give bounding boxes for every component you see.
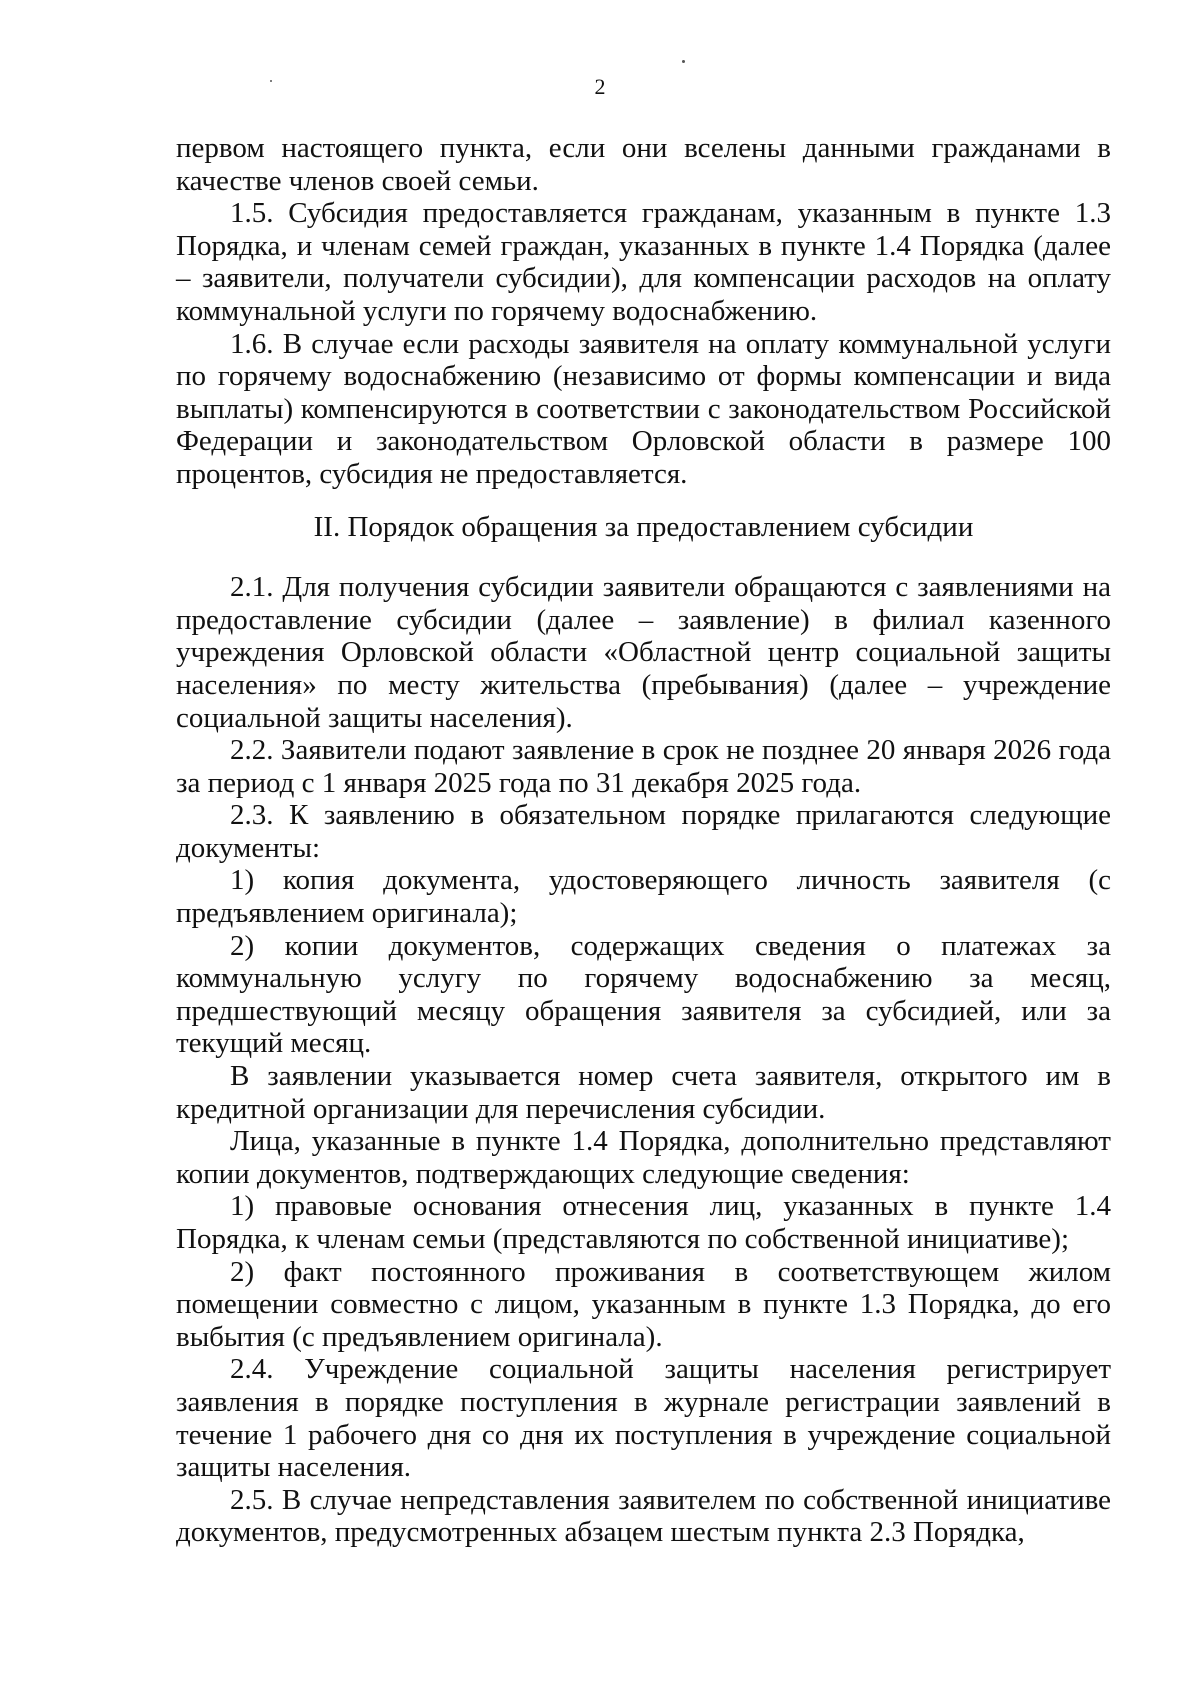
- section-heading: II. Порядок обращения за предоставлением субсидии: [313, 510, 974, 543]
- document-body: [176, 132, 1111, 1549]
- list-item: 1) копия документа, удостоверяющего личность заявителя (с предъявлением оригинала);: [176, 864, 1111, 930]
- page-number: 2: [594, 74, 606, 99]
- paragraph: 2.4. Учреждение социальной защиты населения регистрирует заявления в порядке поступления в журнале регистрации заявлений в течение 1 рабочего дня со дня их поступления в учреждение социальной защиты населения.: [176, 1353, 1111, 1484]
- list-item: 2) факт постоянного проживания в соответствующем жилом помещении совместно с лицом, указанным в пункте 1.3 Порядка, до его выбытия (с предъявлением оригинала).: [176, 1255, 1111, 1353]
- scan-speck: [682, 60, 685, 63]
- paragraph: 2.3. К заявлению в обязательном порядке прилагаются следующие документы:: [176, 799, 1111, 864]
- paragraph: В заявлении указывается номер счета заявителя, открытого им в кредитной организации для перечисления субсидии.: [176, 1060, 1111, 1125]
- paragraph: первом настоящего пункта, если они вселены данными гражданами в качестве членов своей семьи.: [176, 132, 1111, 197]
- list-item: 1) правовые основания отнесения лиц, указанных в пункте 1.4 Порядка, к членам семьи (представляются по собственной инициативе);: [176, 1190, 1111, 1255]
- paragraph: 2.5. В случае непредставления заявителем по собственной инициативе документов, предусмотренных абзацем шестым пункта 2.3 Порядка,: [176, 1483, 1111, 1549]
- paragraph: 1.5. Субсидия предоставляется гражданам, указанным в пункте 1.3 Порядка, и членам семей граждан, указанных в пункте 1.4 Порядка (далее – заявители, получатели субсидии), для компенсации расходов на оплату коммунальной услуги по горячему водоснабжению.: [176, 197, 1111, 327]
- paragraph: Лица, указанные в пункте 1.4 Порядка, дополнительно представляют копии документов, подтверждающих следующие сведения:: [176, 1125, 1111, 1190]
- paragraph: 2.2. Заявители подают заявление в срок не позднее 20 января 2026 года за период с 1 января 2025 года по 31 декабря 2025 года.: [176, 734, 1111, 799]
- paragraph: 2.1. Для получения субсидии заявители обращаются с заявлениями на предоставление субсидии (далее – заявление) в филиал казенного учреждения Орловской области «Областной центр социальной защиты населения» по месту жительства (пребывания) (далее – учреждение социальной защиты населения).: [176, 571, 1111, 734]
- paragraph: 1.6. В случае если расходы заявителя на оплату коммунальной услуги по горячему водоснабжению (независимо от формы компенсации и вида выплаты) компенсируются в соответствии с законодательством Российской Федерации и законодательством Орловской области в размере 100 процентов, субсидия не предоставляется.: [176, 327, 1111, 490]
- list-item: 2) копии документов, содержащих сведения о платежах за коммунальную услугу по горячему водоснабжению за месяц, предшествующий месяцу обращения заявителя за субсидией, или за текущий месяц.: [176, 929, 1111, 1060]
